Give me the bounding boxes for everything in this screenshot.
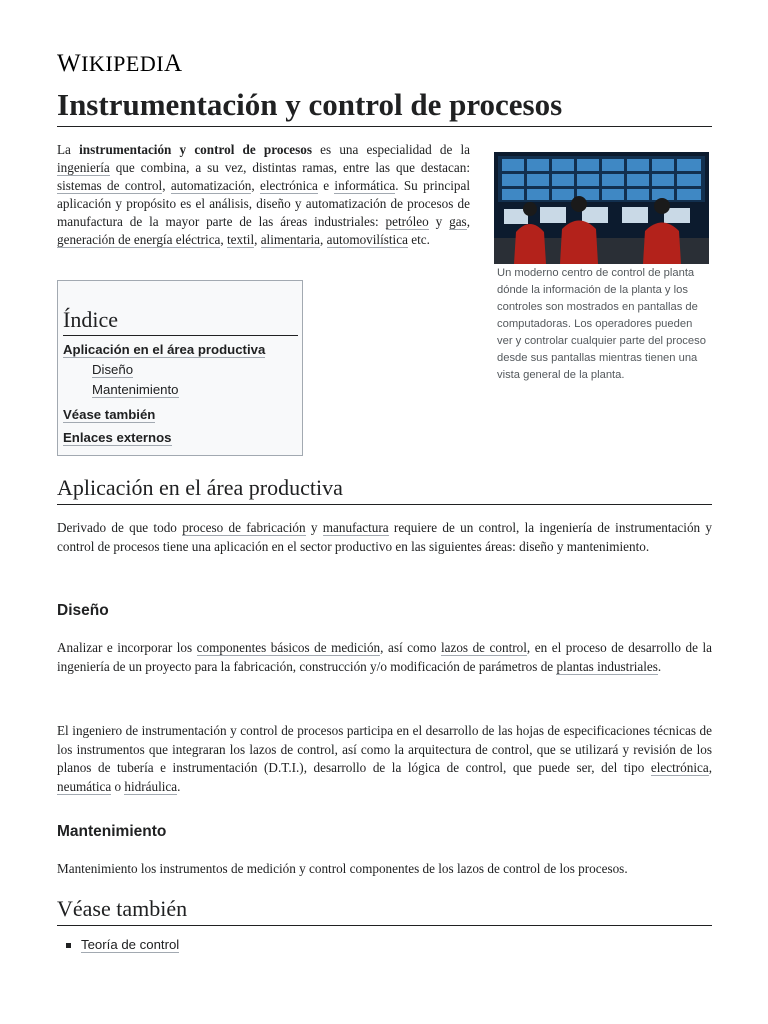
toc-item-aplicacion[interactable]: Aplicación en el área productiva xyxy=(63,342,266,357)
see-also-list xyxy=(57,936,179,954)
mantenimiento-paragraph: Mantenimiento los instrumentos de medición y control componentes de los lazos de control de los procesos. xyxy=(57,861,628,876)
subsection-heading-mantenimiento: Mantenimiento xyxy=(57,823,167,840)
link-ingenieria[interactable]: ingeniería xyxy=(57,160,110,175)
table-of-contents xyxy=(57,280,303,456)
diseno-paragraph-1: Analizar e incorporar los componentes básicos de medición, así como lazos de control, en el proceso de desarrollo de la ingeniería de un proyecto para la fabricación, construcción y/o modificación de parámetros de plantas industriales. xyxy=(57,640,712,674)
list-item xyxy=(57,936,179,954)
link-electronica-2[interactable]: electrónica xyxy=(650,760,709,775)
link-manufactura[interactable]: manufactura xyxy=(322,520,389,535)
link-neumatica[interactable]: neumática xyxy=(57,778,112,794)
toc-item-mantenimiento[interactable]: Mantenimiento xyxy=(92,382,179,397)
toc-item-vease-tambien[interactable]: Véase también xyxy=(63,407,156,422)
intro-bold-term: instrumentación y control de procesos xyxy=(79,142,312,157)
link-textil[interactable]: textil xyxy=(227,232,255,247)
link-petroleo[interactable]: petróleo xyxy=(385,214,429,229)
subsection-heading-diseno: Diseño xyxy=(57,602,109,619)
link-alimentaria[interactable]: alimentaria xyxy=(260,232,321,247)
link-sistemas-de-control[interactable]: sistemas de control xyxy=(57,178,163,193)
wikipedia-logo[interactable]: WIKIPEDIA xyxy=(57,50,183,77)
page-title: Instrumentación y control de procesos xyxy=(57,86,712,127)
toc-item-enlaces-externos[interactable]: Enlaces externos xyxy=(63,430,172,445)
link-informatica[interactable]: informática xyxy=(334,178,396,193)
diseno-paragraph-2: El ingeniero de instrumentación y control de procesos participa en el desarrollo de las hojas de especificaciones técnicas de los instrumentos que integraran los lazos de control, así como la arquitectura de control, que se utilizará y revisión de los planos de tubería e instrumentación (D.T.I.), desarrollo de la lógica de control, que puede ser, del tipo electrónica, neumática o hidráulica. xyxy=(57,723,712,794)
image-caption: Un moderno centro de control de planta dónde la información de la planta y los controles son mostrados en pantallas de computadoras. Los operadores pueden ver y controlar cualquier parte del proceso desde sus pantallas mientras tienen una vista general de la planta. xyxy=(497,267,706,381)
link-gas[interactable]: gas xyxy=(449,214,467,229)
link-proceso-de-fabricacion[interactable]: proceso de fabricación xyxy=(182,520,306,535)
link-generacion-energia-electrica[interactable]: generación de energía eléctrica xyxy=(57,232,221,247)
toc-item-diseno[interactable]: Diseño xyxy=(92,362,134,377)
bullet-icon xyxy=(66,943,71,948)
link-hidraulica[interactable]: hidráulica xyxy=(124,778,178,794)
toc-title: Índice xyxy=(63,305,298,336)
link-electronica[interactable]: electrónica xyxy=(260,178,318,193)
link-automovilistica[interactable]: automovilística xyxy=(326,232,408,247)
control-room-image[interactable] xyxy=(494,152,709,264)
section-heading-aplicacion: Aplicación en el área productiva xyxy=(57,473,712,505)
aplicacion-paragraph: Derivado de que todo proceso de fabricación y manufactura requiere de un control, la ingeniería de instrumentación y control de procesos tiene una aplicación en el sector productivo en las siguientes áreas: diseño y mantenimiento. xyxy=(57,520,713,554)
intro-paragraph: La instrumentación y control de procesos es una especialidad de la ingeniería que combina, a su vez, distintas ramas, entre las que destacan: sistemas de control, automatización, electrónica e informática. Su principal aplicación y propósito es el análisis, diseño y automatización de procesos de manufactura de la mayor parte de las áreas industriales: petróleo y gas, generación de energía eléctrica, textil, alimentaria, automovilística etc. xyxy=(57,142,470,247)
link-lazos-de-control[interactable]: lazos de control xyxy=(440,640,527,655)
section-heading-vease-tambien: Véase también xyxy=(57,894,712,926)
link-teoria-de-control[interactable]: Teoría de control xyxy=(81,937,180,952)
link-componentes-basicos-de-medicion[interactable]: componentes básicos de medición xyxy=(196,640,381,655)
link-plantas-industriales[interactable]: plantas industriales xyxy=(556,658,658,674)
link-automatizacion[interactable]: automatización xyxy=(170,178,252,193)
